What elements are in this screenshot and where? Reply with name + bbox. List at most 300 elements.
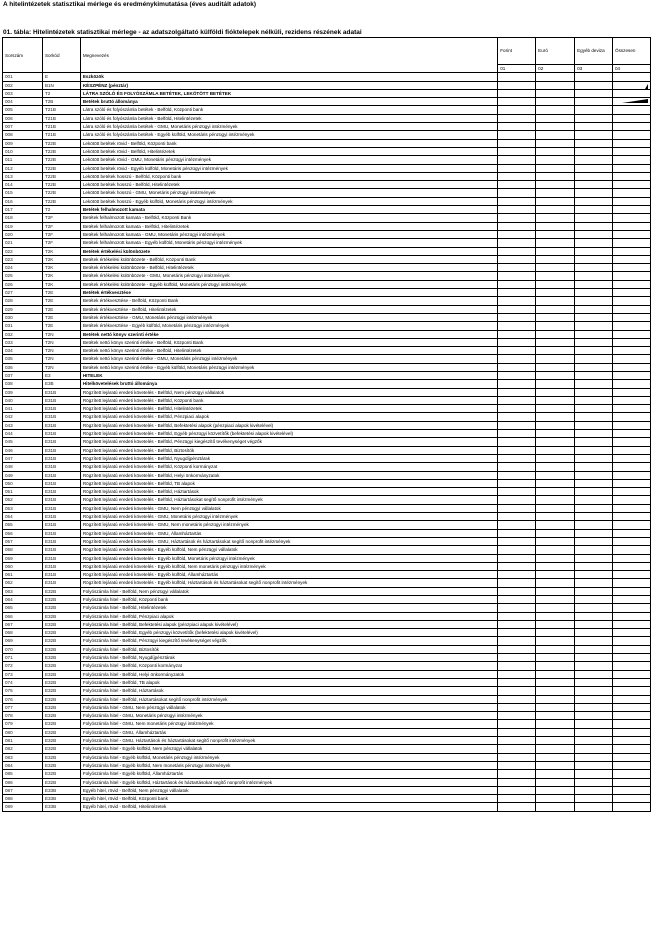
value-cell	[575, 313, 613, 321]
value-cell	[536, 230, 575, 238]
value-cell	[536, 289, 575, 297]
value-cell	[613, 778, 651, 786]
value-cell	[575, 587, 613, 595]
row-name: Folyószámla hitel - GMU, Nem monetáris pénzügyi intézmények	[80, 720, 497, 728]
row-code: E32B	[42, 612, 80, 620]
table-row	[3, 629, 651, 637]
row-code: E31B	[42, 454, 80, 462]
value-cell	[536, 189, 575, 197]
value-cell	[536, 139, 575, 147]
row-code: E31B	[42, 571, 80, 579]
value-cell	[575, 289, 613, 297]
value-cell	[575, 546, 613, 554]
value-cell	[613, 438, 651, 446]
value-cell	[613, 712, 651, 720]
row-code: E32B	[42, 720, 80, 728]
row-number: 044	[3, 430, 43, 438]
row-name: Betétek nettó könyv szerinti értéke - Belföld, Központi Bank	[80, 338, 497, 346]
value-cell	[498, 770, 536, 778]
row-name: Rögzített lejáratú eredeti követelés - Egyéb külföld, Háztartások és háztartásokat segítő nonprofit intézmények	[80, 579, 497, 587]
table-row	[3, 156, 651, 164]
value-cell	[536, 745, 575, 753]
row-name: LÁTRA SZÓLÓ ÉS FOLYÓSZÁMLA BETÉTEK, LEKÖTÖTT BETÉTEK	[80, 89, 497, 97]
value-cell	[575, 197, 613, 205]
value-cell	[498, 247, 536, 255]
value-cell	[575, 430, 613, 438]
table-row	[3, 388, 651, 396]
value-cell	[498, 537, 536, 545]
value-cell	[575, 123, 613, 131]
row-code: E	[42, 73, 80, 81]
table-row	[3, 496, 651, 504]
value-cell	[498, 73, 536, 81]
value-cell	[498, 513, 536, 521]
row-number: 049	[3, 471, 43, 479]
row-name: Rögzített lejáratú eredeti követelés - Egyéb külföld, Monetáris pénzügyi intézmények	[80, 554, 497, 562]
row-code: E3	[42, 371, 80, 379]
row-name: Folyószámla hitel - Belföld, Pénzpiaci alapok	[80, 612, 497, 620]
row-code: T22B	[42, 164, 80, 172]
header-sorkod: Sorkód	[42, 38, 80, 73]
row-number: 059	[3, 554, 43, 562]
table-row	[3, 587, 651, 595]
table-row	[3, 230, 651, 238]
row-name: Rögzített lejáratú eredeti követelés - Egyéb külföld, Nem pénzügyi vállalatok	[80, 546, 497, 554]
row-number: 081	[3, 737, 43, 745]
value-cell	[575, 264, 613, 272]
value-cell	[536, 554, 575, 562]
value-cell	[613, 189, 651, 197]
value-cell	[498, 562, 536, 570]
value-cell	[536, 388, 575, 396]
value-cell	[498, 156, 536, 164]
row-code: T2N	[42, 363, 80, 371]
value-cell	[575, 81, 613, 89]
value-cell	[498, 81, 536, 89]
value-cell	[536, 413, 575, 421]
row-name: Lekötött betétek hosszú - Belföld, Hitelintézetek	[80, 181, 497, 189]
row-number: 074	[3, 678, 43, 686]
value-cell	[536, 695, 575, 703]
row-name: Folyószámla hitel - Egyéb külföld, Nem pénzügyi vállalatok	[80, 745, 497, 753]
table-row	[3, 214, 651, 222]
value-cell	[575, 687, 613, 695]
row-name: Rögzített lejáratú eredeti követelés - GMU, Államháztartás	[80, 529, 497, 537]
value-cell	[498, 421, 536, 429]
row-name: Betétek felhalmozott kamata - Belföld, Hitelintézetek	[80, 222, 497, 230]
value-cell	[613, 803, 651, 811]
value-cell	[536, 73, 575, 81]
value-cell	[536, 579, 575, 587]
value-cell	[613, 795, 651, 803]
value-cell	[498, 786, 536, 794]
value-cell	[536, 264, 575, 272]
table-row	[3, 546, 651, 554]
row-code: T22B	[42, 197, 80, 205]
value-cell	[613, 554, 651, 562]
header-euro: Euró	[536, 38, 575, 65]
value-cell	[575, 795, 613, 803]
row-code: E32B	[42, 703, 80, 711]
value-cell	[575, 355, 613, 363]
table-row	[3, 114, 651, 122]
table-row	[3, 239, 651, 247]
value-cell	[498, 604, 536, 612]
table-row	[3, 330, 651, 338]
value-cell	[575, 164, 613, 172]
row-name: Folyószámla hitel - Egyéb külföld, Háztartások és háztartásokat segítő nonprofit intézmények	[80, 778, 497, 786]
value-cell	[613, 737, 651, 745]
value-cell	[536, 338, 575, 346]
table-row	[3, 612, 651, 620]
row-name: Folyószámla hitel - Belföld, Háztartások	[80, 687, 497, 695]
row-name: Rögzített lejáratú eredeti követelés - Egyéb külföld, Nem monetáris pénzügyi intézmények	[80, 562, 497, 570]
table-row	[3, 255, 651, 263]
header-osszesen: Összesen	[613, 38, 651, 65]
row-number: 033	[3, 338, 43, 346]
row-number: 027	[3, 289, 43, 297]
row-name: Látra szóló és folyószámla betétek - Belföld, Központi bank	[80, 106, 497, 114]
value-cell	[575, 645, 613, 653]
row-code: E31B	[42, 488, 80, 496]
value-cell	[498, 388, 536, 396]
value-cell	[536, 421, 575, 429]
row-code: T2	[42, 206, 80, 214]
value-cell	[575, 347, 613, 355]
value-cell	[613, 654, 651, 662]
value-cell	[613, 587, 651, 595]
value-cell	[613, 280, 651, 288]
row-name: Látra szóló és folyószámla betétek - Belföld, Hitelintézetek	[80, 114, 497, 122]
value-cell	[536, 330, 575, 338]
value-cell	[575, 612, 613, 620]
value-cell	[536, 521, 575, 529]
value-cell	[575, 454, 613, 462]
row-number: 026	[3, 280, 43, 288]
row-code: E31B	[42, 396, 80, 404]
value-cell	[498, 123, 536, 131]
row-name: Lekötött betétek hosszú - Egyéb külföld, Monetáris pénzügyi intézmények	[80, 197, 497, 205]
document-title: A hitelintézetek statisztikai mérlege és eredménykimutatása (éves auditált adatok)	[3, 1, 256, 8]
table-row	[3, 123, 651, 131]
row-code: E32B	[42, 770, 80, 778]
value-cell	[536, 770, 575, 778]
value-cell	[498, 695, 536, 703]
row-code: E31B	[42, 529, 80, 537]
value-cell	[613, 662, 651, 670]
row-number: 082	[3, 745, 43, 753]
row-name: KÉSZPÉNZ (pénztár)	[80, 81, 497, 89]
table-row	[3, 355, 651, 363]
row-code: E31B	[42, 413, 80, 421]
row-number: 084	[3, 761, 43, 769]
value-cell	[613, 579, 651, 587]
table-row	[3, 513, 651, 521]
row-number: 067	[3, 620, 43, 628]
value-cell	[575, 421, 613, 429]
value-cell	[575, 106, 613, 114]
row-code: T22B	[42, 172, 80, 180]
value-cell	[536, 247, 575, 255]
value-cell	[613, 330, 651, 338]
value-cell	[498, 222, 536, 230]
row-name: Rögzített lejáratú eredeti követelés - GMU, Nem pénzügyi vállalatok	[80, 504, 497, 512]
value-cell	[498, 438, 536, 446]
table-row	[3, 363, 651, 371]
value-cell	[575, 371, 613, 379]
row-name: Folyószámla hitel - Belföld, Központi bank	[80, 596, 497, 604]
row-name: Rögzített lejáratú eredeti követelés - GMU, Monetáris pénzügyi intézmények	[80, 513, 497, 521]
value-cell	[536, 479, 575, 487]
row-number: 004	[3, 98, 43, 106]
value-cell	[613, 695, 651, 703]
value-cell	[498, 463, 536, 471]
value-cell	[613, 728, 651, 736]
value-cell	[536, 214, 575, 222]
value-cell	[498, 430, 536, 438]
row-number: 023	[3, 255, 43, 263]
row-number: 056	[3, 529, 43, 537]
value-cell	[613, 678, 651, 686]
row-code: E31B	[42, 430, 80, 438]
value-cell	[498, 471, 536, 479]
value-cell	[536, 463, 575, 471]
table-row	[3, 620, 651, 628]
value-cell	[613, 413, 651, 421]
value-cell	[575, 695, 613, 703]
row-number: 045	[3, 438, 43, 446]
row-name: Lekötött betétek rövid - Belföld, Központi bank	[80, 139, 497, 147]
row-number: 019	[3, 222, 43, 230]
table-row	[3, 745, 651, 753]
value-cell	[613, 247, 651, 255]
row-name: Látra szóló és folyószámla betétek - Egyéb külföld, Monetáris pénzügyi intézmények	[80, 131, 497, 139]
value-cell	[613, 446, 651, 454]
table-row	[3, 73, 651, 81]
row-name: Lekötött betétek rövid - Belföld, Hitelintézetek	[80, 147, 497, 155]
row-code: T2K	[42, 255, 80, 263]
row-number: 076	[3, 695, 43, 703]
value-cell	[536, 645, 575, 653]
value-cell	[536, 737, 575, 745]
row-code: E31B	[42, 405, 80, 413]
value-cell	[613, 347, 651, 355]
row-name: Betétek bruttó állománya	[80, 98, 497, 106]
row-code: T21B	[42, 106, 80, 114]
row-number: 037	[3, 371, 43, 379]
table-row	[3, 297, 651, 305]
value-cell	[575, 305, 613, 313]
value-cell	[498, 338, 536, 346]
table-row	[3, 272, 651, 280]
row-code: E31B	[42, 479, 80, 487]
value-cell	[575, 330, 613, 338]
value-cell	[536, 604, 575, 612]
table-row	[3, 795, 651, 803]
row-code: T22B	[42, 181, 80, 189]
value-cell	[536, 803, 575, 811]
value-cell	[536, 537, 575, 545]
value-cell	[575, 222, 613, 230]
row-number: 071	[3, 654, 43, 662]
value-cell	[613, 131, 651, 139]
value-cell	[536, 571, 575, 579]
value-cell	[536, 637, 575, 645]
value-cell	[575, 753, 613, 761]
row-number: 035	[3, 355, 43, 363]
value-cell	[498, 413, 536, 421]
row-code: T21B	[42, 131, 80, 139]
value-cell	[498, 546, 536, 554]
table-row	[3, 446, 651, 454]
value-cell	[613, 463, 651, 471]
value-cell	[575, 297, 613, 305]
value-cell	[575, 156, 613, 164]
column-code-01: 01	[498, 65, 536, 73]
row-code: E32B	[42, 761, 80, 769]
row-name: Betétek értékelési különbözete - Egyéb külföld, Monetáris pénzügyi intézmények	[80, 280, 497, 288]
row-code: E31B	[42, 446, 80, 454]
value-cell	[613, 272, 651, 280]
value-cell	[613, 338, 651, 346]
value-cell	[575, 728, 613, 736]
value-cell	[575, 604, 613, 612]
row-name: Folyószámla hitel - GMU, Monetáris pénzügyi intézmények	[80, 712, 497, 720]
row-number: 031	[3, 322, 43, 330]
row-number: 017	[3, 206, 43, 214]
value-cell	[613, 454, 651, 462]
row-number: 038	[3, 380, 43, 388]
value-cell	[498, 521, 536, 529]
row-number: 040	[3, 396, 43, 404]
row-code: T2E	[42, 289, 80, 297]
value-cell	[575, 596, 613, 604]
value-cell	[613, 106, 651, 114]
row-number: 085	[3, 770, 43, 778]
header-forint: Forint	[498, 38, 536, 65]
row-name: Rögzített lejáratú eredeti követelés - Belföld, Központi bank	[80, 396, 497, 404]
value-cell	[575, 745, 613, 753]
value-cell	[498, 654, 536, 662]
value-cell	[613, 89, 651, 97]
row-name: Rögzített lejáratú eredeti követelés - Egyéb külföld, Államháztartás	[80, 571, 497, 579]
value-cell	[498, 778, 536, 786]
row-name: Rögzített lejáratú eredeti követelés - Belföld, Egyéb pénzügyi közvetítők (befektetési alapok kivételével)	[80, 430, 497, 438]
row-name: Rögzített lejáratú eredeti követelés - Belföld, Helyi önkormányzatok	[80, 471, 497, 479]
row-name: Folyószámla hitel - GMU, Háztartások és háztartásokat segítő nonprofit intézmények	[80, 737, 497, 745]
value-cell	[536, 280, 575, 288]
row-number: 046	[3, 446, 43, 454]
table-row	[3, 222, 651, 230]
row-name: Folyószámla hitel - Belföld, Központi kormányzat	[80, 662, 497, 670]
value-cell	[498, 396, 536, 404]
value-cell	[575, 463, 613, 471]
row-code: E32B	[42, 596, 80, 604]
value-cell	[536, 355, 575, 363]
value-cell	[613, 313, 651, 321]
table-row	[3, 712, 651, 720]
value-cell	[536, 164, 575, 172]
row-code: T2E	[42, 297, 80, 305]
value-cell	[575, 786, 613, 794]
value-cell	[575, 620, 613, 628]
value-cell	[536, 471, 575, 479]
value-cell	[498, 280, 536, 288]
value-cell	[498, 529, 536, 537]
row-number: 025	[3, 272, 43, 280]
row-code: E32B	[42, 637, 80, 645]
row-name: Rögzített lejáratú eredeti követelés - Belföld, TB alapok	[80, 479, 497, 487]
row-code: B1N	[42, 81, 80, 89]
row-name: Rögzített lejáratú eredeti követelés - Belföld, Pénzpiaci alapok	[80, 413, 497, 421]
row-code: T2N	[42, 355, 80, 363]
row-number: 055	[3, 521, 43, 529]
header-megnevezes: Megnevezés	[80, 38, 497, 73]
row-name: Rögzített lejáratú eredeti követelés - Belföld, Háztartásokat segítő nonprofit intézmények	[80, 496, 497, 504]
value-cell	[575, 98, 613, 106]
row-number: 088	[3, 795, 43, 803]
value-cell	[575, 521, 613, 529]
row-number: 065	[3, 604, 43, 612]
table-row	[3, 803, 651, 811]
value-cell	[536, 446, 575, 454]
value-cell	[613, 164, 651, 172]
table-row	[3, 131, 651, 139]
row-code: E31B	[42, 537, 80, 545]
value-cell	[498, 405, 536, 413]
row-name: Lekötött betétek hosszú - GMU, Monetáris pénzügyi intézmények	[80, 189, 497, 197]
row-name: Lekötött betétek rövid - Egyéb külföld, Monetáris pénzügyi intézmények	[80, 164, 497, 172]
value-cell	[613, 255, 651, 263]
value-cell	[575, 405, 613, 413]
row-number: 028	[3, 297, 43, 305]
value-cell	[613, 81, 651, 89]
row-name: Lekötött betétek rövid - GMU, Monetáris pénzügyi intézmények	[80, 156, 497, 164]
value-cell	[536, 131, 575, 139]
row-code: T2F	[42, 214, 80, 222]
value-cell	[575, 172, 613, 180]
value-cell	[575, 181, 613, 189]
value-cell	[575, 770, 613, 778]
value-cell	[498, 662, 536, 670]
value-cell	[536, 454, 575, 462]
value-cell	[536, 181, 575, 189]
row-name: Folyószámla hitel - Egyéb külföld, Monetáris pénzügyi intézmények	[80, 753, 497, 761]
value-cell	[536, 206, 575, 214]
value-cell	[536, 795, 575, 803]
value-cell	[498, 712, 536, 720]
row-number: 009	[3, 139, 43, 147]
table-row	[3, 347, 651, 355]
table-row	[3, 106, 651, 114]
table-row	[3, 687, 651, 695]
row-name: Betétek értékvesztése - Belföld, Hitelintézetek	[80, 305, 497, 313]
value-cell	[498, 703, 536, 711]
row-name: Rögzített lejáratú eredeti követelés - Belföld, Pénzügyi kiegészítő tevékenységet végzők	[80, 438, 497, 446]
column-code-03: 03	[575, 65, 613, 73]
row-number: 053	[3, 504, 43, 512]
value-cell	[498, 272, 536, 280]
row-name: Folyószámla hitel - Belföld, Nem pénzügyi vállalatok	[80, 587, 497, 595]
value-cell	[575, 322, 613, 330]
row-name: Betétek felhalmozott kamata - GMU, Monetáris pénzügyi intézmények	[80, 230, 497, 238]
column-code-04: 04	[613, 65, 651, 73]
row-number: 083	[3, 753, 43, 761]
table-row	[3, 737, 651, 745]
value-cell	[613, 405, 651, 413]
value-cell	[536, 305, 575, 313]
value-cell	[613, 222, 651, 230]
